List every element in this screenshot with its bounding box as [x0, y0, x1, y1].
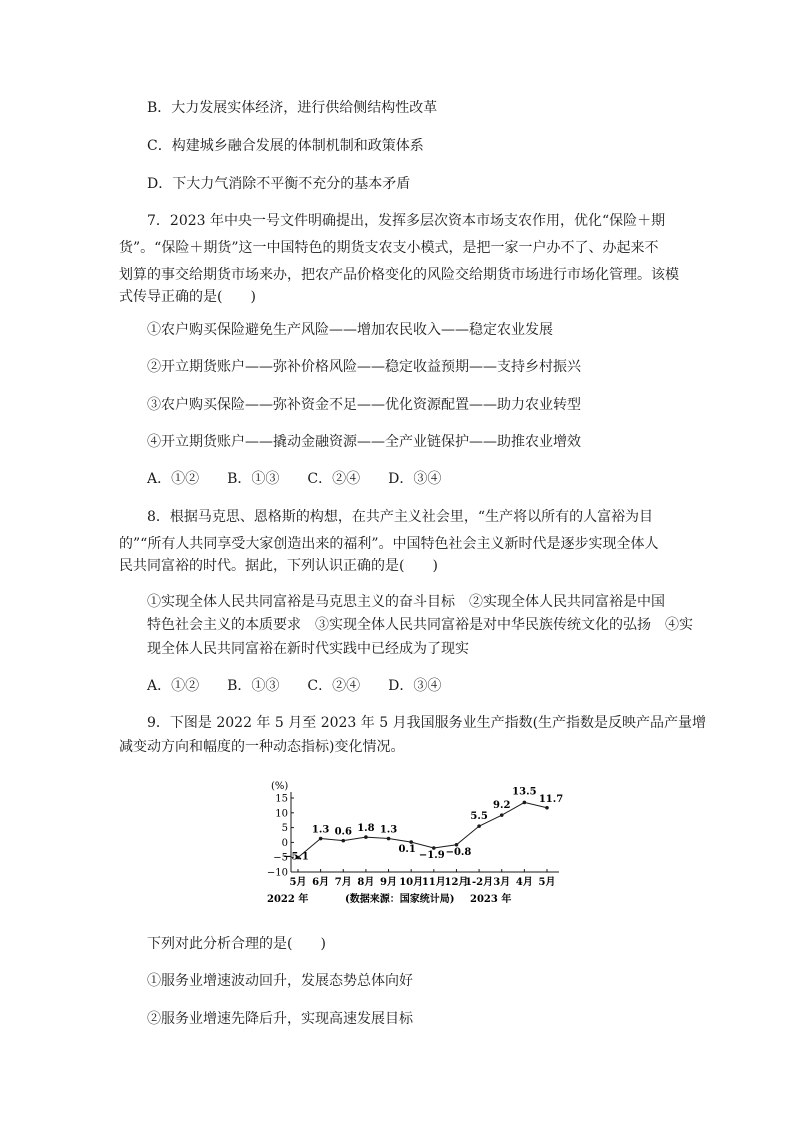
- option-d: D．下大力气消除不平衡不充分的基本矛盾: [147, 176, 411, 192]
- footer-left: 2022 年: [267, 894, 309, 905]
- data-point: [500, 813, 504, 817]
- data-label: −0.8: [445, 846, 472, 858]
- y-tick-label: 0: [281, 837, 288, 849]
- data-label: 1.8: [357, 823, 375, 835]
- y-tick-label: 10: [275, 808, 288, 820]
- data-point: [387, 837, 391, 841]
- x-tick-label: 9月: [380, 877, 398, 888]
- q7-choices: A．①② B．①③ C．②④ D．③④: [147, 471, 442, 487]
- x-tick-label: 3月: [493, 877, 511, 888]
- data-labels: [283, 786, 563, 862]
- q7-item-4: ④开立期货账户——撬动金融资源——全产业链保护——助推农业增效: [147, 434, 581, 450]
- x-tick-label: 12月: [444, 877, 469, 888]
- q8-item-3: 现全体人民共同富裕在新时代实践中已经成为了现实: [147, 641, 469, 657]
- service-index-chart: [255, 778, 575, 913]
- y-axis: [267, 792, 294, 879]
- option-c: C．构建城乡融合发展的体制机制和政策体系: [147, 138, 424, 154]
- q7-line-2: 货”。“保险＋期货”这一中国特色的期货支农支小模式，是把一家一户办不了、办起来不: [119, 240, 659, 256]
- footer-right: 2023 年: [470, 894, 512, 905]
- data-label: 9.2: [493, 800, 511, 812]
- x-tick-label: 6月: [312, 877, 330, 888]
- data-point: [477, 824, 481, 828]
- data-point: [523, 801, 527, 805]
- q8-line-1: 8．根据马克思、恩格斯的构想，在共产主义社会里，“生产将以所有的人富裕为目: [147, 509, 654, 525]
- data-label: 0.6: [334, 826, 352, 838]
- x-axis: [290, 869, 559, 888]
- y-tick-label: −5: [273, 852, 288, 864]
- data-label: −5.1: [283, 851, 309, 863]
- data-point: [319, 837, 323, 841]
- q7-line-1: 7．2023 年中央一号文件明确提出，发挥多层次资本市场支农作用，优化“保险＋期: [147, 213, 666, 229]
- q7-item-2: ②开立期货账户——弥补价格风险——稳定收益预期——支持乡村振兴: [147, 359, 581, 375]
- q7-item-3: ③农户购买保险——弥补资金不足——优化资源配置——助力农业转型: [147, 397, 581, 413]
- chart-svg: [255, 778, 575, 913]
- data-label: −1.9: [418, 850, 445, 862]
- data-point: [545, 806, 549, 810]
- q9-item-2: ②服务业增速先降后升，实现高速发展目标: [147, 1011, 413, 1027]
- q9-line-1: 9．下图是 2022 年 5 月至 2023 年 5 月我国服务业生产指数(生产指数是反映产品产量增: [147, 715, 707, 731]
- x-tick-label: 1-2月: [465, 877, 494, 888]
- x-tick-label: 11月: [421, 877, 446, 888]
- x-tick-label: 7月: [334, 877, 352, 888]
- q8-line-3: 民共同富裕的时代。据此，下列认识正确的是( ): [119, 558, 438, 574]
- q7-line-3: 划算的事交给期货市场来办，把农产品价格变化的风险交给期货市场进行市场化管理。该模: [119, 267, 679, 283]
- x-tick-label: 4月: [515, 877, 533, 888]
- data-label: 5.5: [470, 811, 488, 823]
- x-tick-label: 5月: [289, 877, 307, 888]
- y-axis-label: (%): [271, 781, 289, 792]
- q9-item-1: ①服务业增速波动回升，发展态势总体向好: [147, 973, 413, 989]
- option-b: B．大力发展实体经济，进行供给侧结构性改革: [147, 100, 438, 116]
- data-point: [341, 839, 345, 843]
- q8-choices: A．①② B．①③ C．②④ D．③④: [147, 678, 442, 694]
- y-tick-label: 5: [281, 823, 288, 835]
- x-tick-label: 5月: [538, 877, 556, 888]
- data-label: 0.1: [398, 844, 416, 856]
- data-point: [364, 835, 368, 839]
- q8-item-1: ①实现全体人民共同富裕是马克思主义的奋斗目标 ②实现全体人民共同富裕是中国: [147, 594, 665, 610]
- data-label: 1.3: [379, 824, 398, 836]
- x-tick-label: 10月: [399, 877, 424, 888]
- data-label: 11.7: [538, 793, 564, 805]
- q7-item-1: ①农户购买保险避免生产风险——增加农民收入——稳定农业发展: [147, 322, 553, 338]
- y-tick-label: 15: [275, 793, 288, 805]
- q8-item-2: 特色社会主义的本质要求 ③实现全体人民共同富裕是对中华民族传统文化的弘扬 ④实: [147, 617, 693, 633]
- q9-question: 下列对此分析合理的是( ): [147, 936, 326, 952]
- q7-line-4: 式传导正确的是( ): [119, 289, 256, 305]
- x-tick-label: 8月: [357, 877, 375, 888]
- data-label: 13.5: [512, 786, 537, 798]
- q8-line-2: 的”“所有人共同享受大家创造出来的福利”。中国特色社会主义新时代是逐步实现全体人: [119, 536, 659, 552]
- y-tick-label: −10: [266, 867, 288, 879]
- footer-source: (数据来源：国家统计局): [345, 894, 455, 905]
- q9-line-2: 减变动方向和幅度的一种动态指标)变化情况。: [119, 739, 405, 755]
- data-label: 1.3: [311, 824, 330, 836]
